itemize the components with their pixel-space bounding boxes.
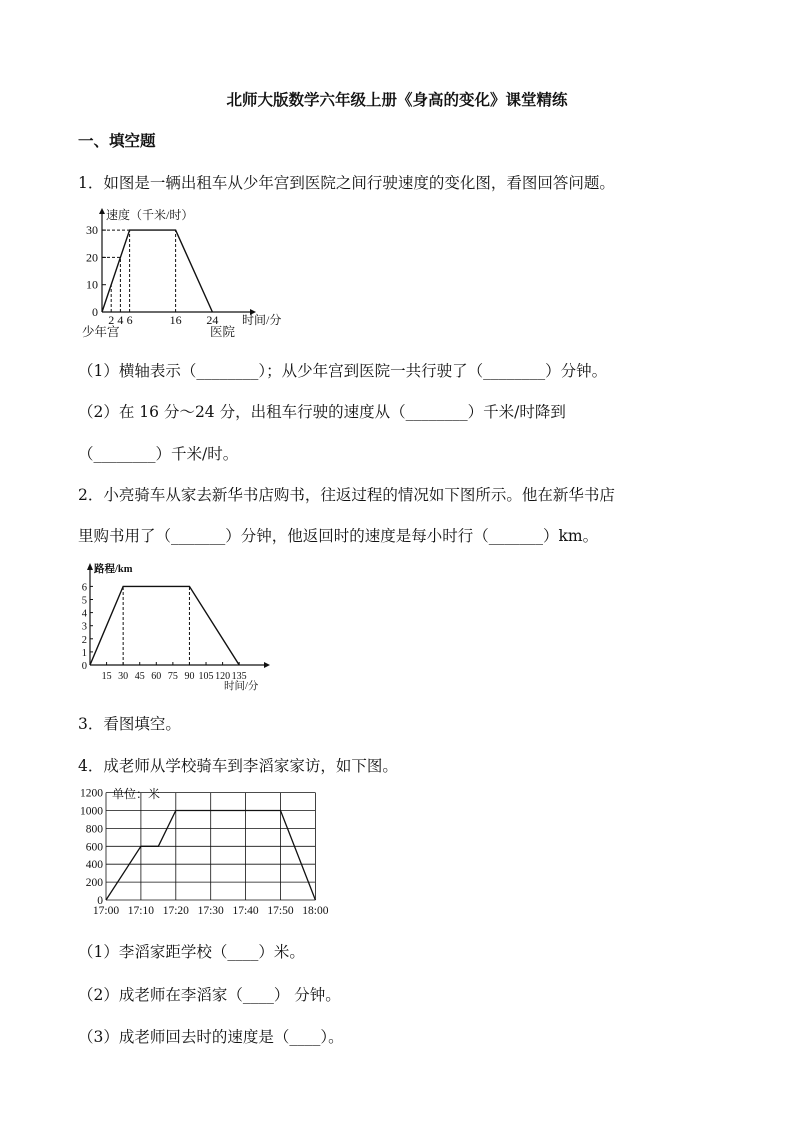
x-tick-label: 135 [231, 671, 247, 682]
y-axis-label: 路程/km [94, 564, 133, 575]
speed-series-line [102, 230, 212, 312]
y-axis-arrow [87, 563, 93, 570]
y-tick-label: 5 [81, 595, 87, 607]
unit-label: 单位：米 [112, 787, 161, 801]
start-label: 少年宫 [82, 325, 120, 339]
x-tick-label: 30 [118, 671, 129, 682]
x-tick-label: 18:00 [302, 905, 329, 917]
x-tick-label: 60 [151, 671, 162, 682]
y-tick-label: 1000 [80, 805, 103, 818]
x-tick-label: 17:00 [92, 905, 120, 917]
x-tick-label: 17:20 [162, 905, 189, 917]
y-axis-label: 速度（千米/时） [106, 208, 194, 222]
question-4-sub1: （1）李滔家距学校（____）米。 [78, 943, 305, 961]
y-tick-label: 0 [97, 895, 103, 907]
x-axis-label: 时间/分 [242, 313, 282, 327]
y-tick-label: 6 [81, 582, 87, 594]
x-axis-arrow [264, 662, 270, 668]
speed-chart [78, 200, 298, 345]
question-4-sub2: （2）成老师在李滔家（____） 分钟。 [78, 986, 341, 1004]
x-tick-label: 90 [184, 671, 195, 682]
distance-series-line [90, 586, 239, 665]
y-tick-label: 200 [85, 877, 103, 890]
x-tick-label: 17:30 [197, 905, 224, 917]
x-tick-label: 24 [206, 313, 219, 327]
x-tick-label: 16 [169, 313, 182, 327]
x-tick-label: 75 [167, 671, 178, 682]
x-tick-label: 6 [126, 313, 133, 327]
y-tick-label: 2 [81, 634, 87, 646]
question-2-text2: 里购书用了（_______）分钟，他返回时的速度是每小时行（_______）km。 [78, 527, 599, 545]
x-tick-label: 15 [101, 671, 112, 682]
x-tick-label: 2 [108, 313, 115, 327]
y-tick-label: 3 [81, 621, 87, 633]
y-tick-label: 0 [81, 661, 87, 672]
question-1-sub2b: （________）千米/时。 [78, 445, 239, 463]
y-tick-label: 0 [92, 305, 98, 319]
x-tick-label: 45 [134, 671, 145, 682]
x-tick-label: 4 [117, 313, 124, 327]
y-tick-label: 4 [81, 608, 87, 620]
y-tick-label: 20 [86, 250, 98, 265]
question-2-text1: 2．小亮骑车从家去新华书店购书，往返过程的情况如下图所示。他在新华书店 [78, 486, 615, 504]
end-label: 医院 [210, 325, 236, 339]
section-heading: 一、填空题 [78, 131, 156, 150]
x-tick-label: 17:10 [127, 905, 155, 917]
y-axis-arrow [99, 208, 105, 214]
y-tick-label: 10 [86, 277, 98, 292]
y-tick-label: 30 [86, 223, 98, 238]
question-1-sub2a: （2）在 16 分～24 分，出租车行驶的速度从（________）千米/时降到 [78, 403, 566, 421]
page-title: 北师大版数学六年级上册《身高的变化》课堂精练 [226, 90, 568, 109]
y-tick-label: 400 [85, 859, 103, 872]
question-1-text: 1．如图是一辆出租车从少年宫到医院之间行驶速度的变化图，看图回答问题。 [78, 174, 615, 192]
x-tick-label: 105 [198, 671, 214, 682]
y-tick-label: 1 [81, 647, 87, 659]
y-tick-label: 600 [85, 841, 103, 854]
question-4-sub3: （3）成老师回去时的速度是（____）。 [78, 1028, 344, 1046]
x-axis-label: 时间/分 [224, 681, 259, 692]
y-tick-label: 800 [85, 823, 103, 836]
question-1-sub1: （1）横轴表示（________）；从少年宫到医院一共行驶了（________）分钟。 [78, 362, 608, 380]
distance-chart [74, 558, 284, 698]
visit-chart [72, 784, 342, 919]
x-tick-label: 17:50 [267, 905, 294, 917]
x-tick-label: 120 [215, 671, 231, 682]
y-tick-label: 1200 [80, 787, 103, 800]
question-3-text: 3．看图填空。 [78, 715, 181, 733]
x-tick-label: 17:40 [232, 905, 259, 917]
question-4-text: 4．成老师从学校骑车到李滔家家访，如下图。 [78, 757, 398, 775]
